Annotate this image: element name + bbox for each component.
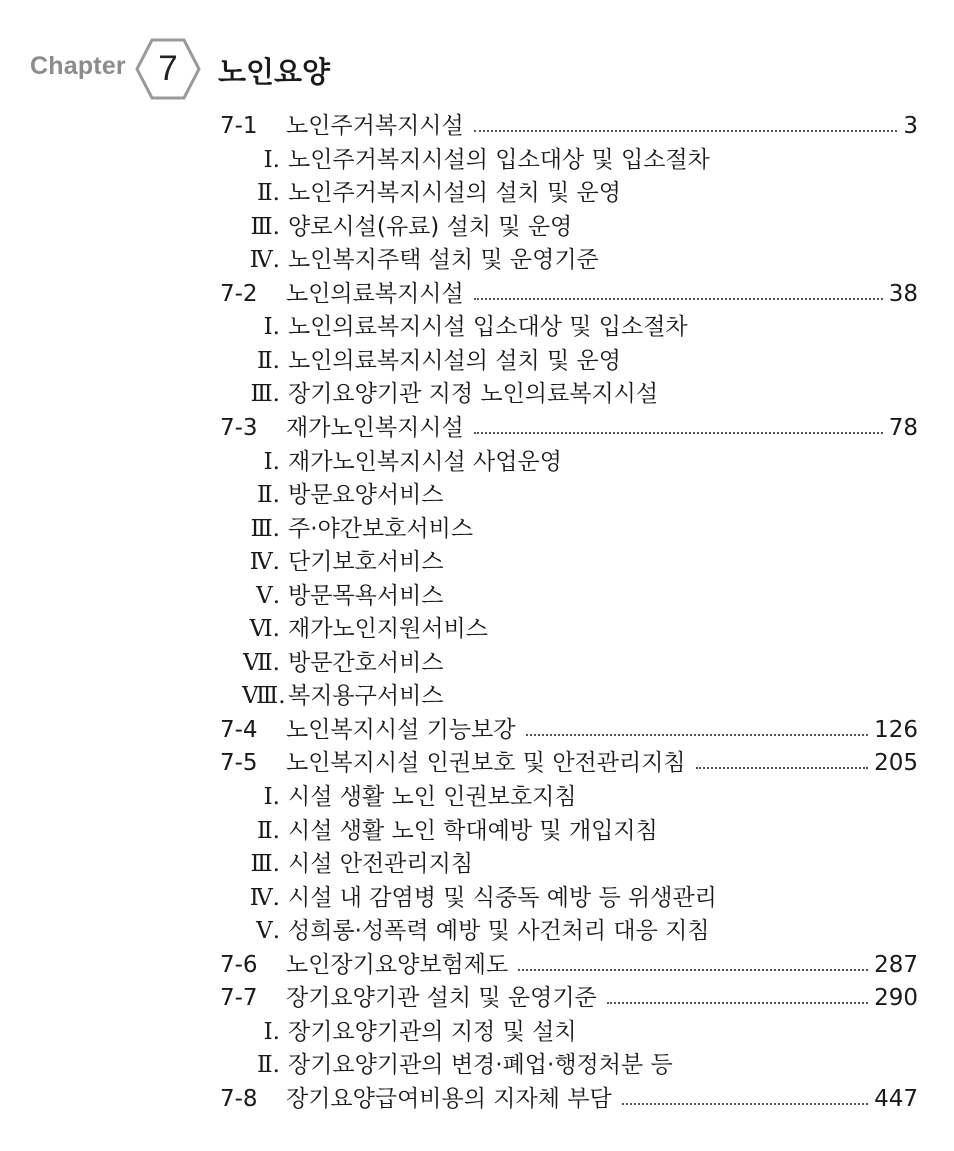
toc-subsection-row[interactable] [0, 378, 954, 410]
chapter-label: Chapter [30, 52, 126, 80]
subsection-title: 성희롱·성폭력 예방 및 사건처리 대응 지침 [288, 918, 710, 945]
toc-section-row[interactable] [0, 412, 954, 444]
section-number: 7-1 [220, 113, 258, 139]
toc-subsection-row[interactable] [0, 915, 954, 947]
subsection-title: 노인의료복지시설 입소대상 및 입소절차 [288, 314, 688, 341]
leader-dots [474, 432, 883, 434]
leader-dots [526, 734, 868, 736]
toc-subsection-row[interactable] [0, 446, 954, 478]
subsection-title: 노인주거복지시설의 입소대상 및 입소절차 [288, 146, 710, 173]
section-page-number: 447 [874, 1085, 918, 1112]
toc-subsection-row[interactable] [0, 815, 954, 847]
chapter-number: 7 [158, 49, 178, 88]
toc-subsection-row[interactable] [0, 211, 954, 243]
subsection-roman-numeral: Ⅳ. [249, 549, 280, 576]
section-number: 7-4 [220, 716, 258, 743]
section-title: 장기요양급여비용의 지자체 부담 [286, 1085, 612, 1112]
section-number: 7-7 [220, 985, 258, 1012]
toc-section-row[interactable] [0, 110, 954, 142]
toc-subsection-row[interactable] [0, 345, 954, 377]
toc-subsection-row[interactable] [0, 479, 954, 511]
subsection-title: 장기요양기관의 지정 및 설치 [288, 1018, 577, 1045]
subsection-roman-numeral: Ⅰ. [263, 146, 280, 173]
toc-subsection-row[interactable] [0, 647, 954, 679]
toc-section-row[interactable] [0, 949, 954, 981]
subsection-title: 방문목욕서비스 [288, 582, 444, 609]
subsection-roman-numeral: Ⅴ. [256, 582, 280, 609]
subsection-title: 주·야간보호서비스 [288, 515, 474, 542]
subsection-title: 노인복지주택 설치 및 운영기준 [288, 247, 599, 274]
section-page-number: 78 [888, 414, 918, 441]
subsection-title: 방문간호서비스 [288, 649, 444, 676]
toc-subsection-row[interactable] [0, 144, 954, 176]
section-title: 재가노인복지시설 [286, 414, 464, 441]
toc-section-row[interactable] [0, 714, 954, 746]
toc-section-row[interactable] [0, 278, 954, 310]
toc-subsection-row[interactable] [0, 580, 954, 612]
section-title: 노인복지시설 인권보호 및 안전관리지침 [286, 750, 686, 777]
toc-subsection-row[interactable] [0, 546, 954, 578]
subsection-title: 노인의료복지시설의 설치 및 운영 [288, 347, 621, 374]
leader-dots [474, 298, 883, 300]
toc-section-row[interactable] [0, 747, 954, 779]
subsection-title: 양로시설(유료) 설치 및 운영 [288, 213, 573, 240]
toc-subsection-row[interactable] [0, 613, 954, 645]
subsection-title: 시설 생활 노인 인권보호지침 [288, 784, 577, 810]
subsection-roman-numeral: Ⅱ. [257, 482, 280, 509]
section-page-number: 205 [874, 750, 918, 777]
subsection-title: 노인주거복지시설의 설치 및 운영 [288, 180, 621, 207]
section-page-number: 126 [874, 716, 918, 743]
subsection-title: 시설 안전관리지침 [288, 851, 474, 878]
subsection-roman-numeral: Ⅰ. [263, 448, 280, 475]
subsection-roman-numeral: Ⅴ. [256, 918, 280, 945]
subsection-roman-numeral: Ⅱ. [257, 180, 280, 207]
subsection-roman-numeral: Ⅲ. [250, 381, 280, 408]
subsection-title: 시설 내 감염병 및 식중독 예방 등 위생관리 [288, 884, 717, 911]
section-page-number: 290 [874, 985, 918, 1012]
subsection-title: 장기요양기관 지정 노인의료복지시설 [288, 381, 659, 408]
subsection-title: 단기보호서비스 [288, 549, 444, 576]
toc-subsection-row[interactable] [0, 680, 954, 712]
section-title: 노인의료복지시설 [286, 280, 464, 307]
leader-dots [622, 1103, 868, 1105]
section-page-number: 287 [874, 951, 918, 978]
subsection-title: 장기요양기관의 변경·폐업·행정처분 등 [288, 1052, 673, 1079]
section-title: 노인주거복지시설 [286, 113, 464, 139]
subsection-roman-numeral: Ⅵ. [249, 616, 280, 643]
toc-subsection-row[interactable] [0, 882, 954, 914]
section-page-number: 38 [888, 280, 918, 307]
subsection-title: 시설 생활 노인 학대예방 및 개입지침 [288, 817, 658, 844]
subsection-title: 방문요양서비스 [288, 482, 444, 509]
subsection-roman-numeral: Ⅷ. [242, 683, 286, 710]
subsection-roman-numeral: Ⅲ. [250, 851, 280, 878]
section-number: 7-8 [220, 1085, 258, 1112]
section-title: 노인장기요양보험제도 [286, 951, 509, 978]
subsection-roman-numeral: Ⅱ. [257, 817, 280, 844]
leader-dots [607, 1002, 868, 1004]
toc-subsection-row[interactable] [0, 1049, 954, 1081]
section-number: 7-3 [220, 414, 258, 441]
section-number: 7-6 [220, 951, 258, 978]
toc-subsection-row[interactable] [0, 1016, 954, 1048]
subsection-roman-numeral: Ⅳ. [249, 247, 280, 274]
leader-dots [696, 767, 868, 769]
toc-subsection-row[interactable] [0, 781, 954, 813]
subsection-roman-numeral: Ⅰ. [263, 1018, 280, 1045]
toc-section-row[interactable] [0, 1083, 954, 1115]
section-page-number: 3 [903, 113, 918, 139]
leader-dots [518, 969, 868, 971]
toc-section-row[interactable] [0, 982, 954, 1014]
subsection-title: 복지용구서비스 [288, 683, 444, 710]
leader-dots [474, 130, 897, 132]
subsection-roman-numeral: Ⅰ. [263, 784, 280, 810]
toc-subsection-row[interactable] [0, 311, 954, 343]
subsection-title: 재가노인복지시설 사업운영 [288, 448, 562, 475]
toc-subsection-row[interactable] [0, 513, 954, 545]
subsection-roman-numeral: Ⅱ. [257, 347, 280, 374]
subsection-roman-numeral: Ⅳ. [249, 884, 280, 911]
chapter-title: 노인요양 [218, 55, 331, 89]
section-title: 노인복지시설 기능보강 [286, 716, 516, 743]
toc-subsection-row[interactable] [0, 177, 954, 209]
subsection-roman-numeral: Ⅶ. [243, 649, 280, 676]
toc-subsection-row[interactable] [0, 848, 954, 880]
section-number: 7-5 [220, 750, 258, 777]
subsection-roman-numeral: Ⅲ. [250, 213, 280, 240]
subsection-roman-numeral: Ⅲ. [250, 515, 280, 542]
subsection-roman-numeral: Ⅱ. [257, 1052, 280, 1079]
section-number: 7-2 [220, 280, 258, 307]
subsection-title: 재가노인지원서비스 [288, 616, 488, 643]
toc-subsection-row[interactable] [0, 244, 954, 276]
subsection-roman-numeral: Ⅰ. [263, 314, 280, 341]
section-title: 장기요양기관 설치 및 운영기준 [286, 985, 597, 1012]
